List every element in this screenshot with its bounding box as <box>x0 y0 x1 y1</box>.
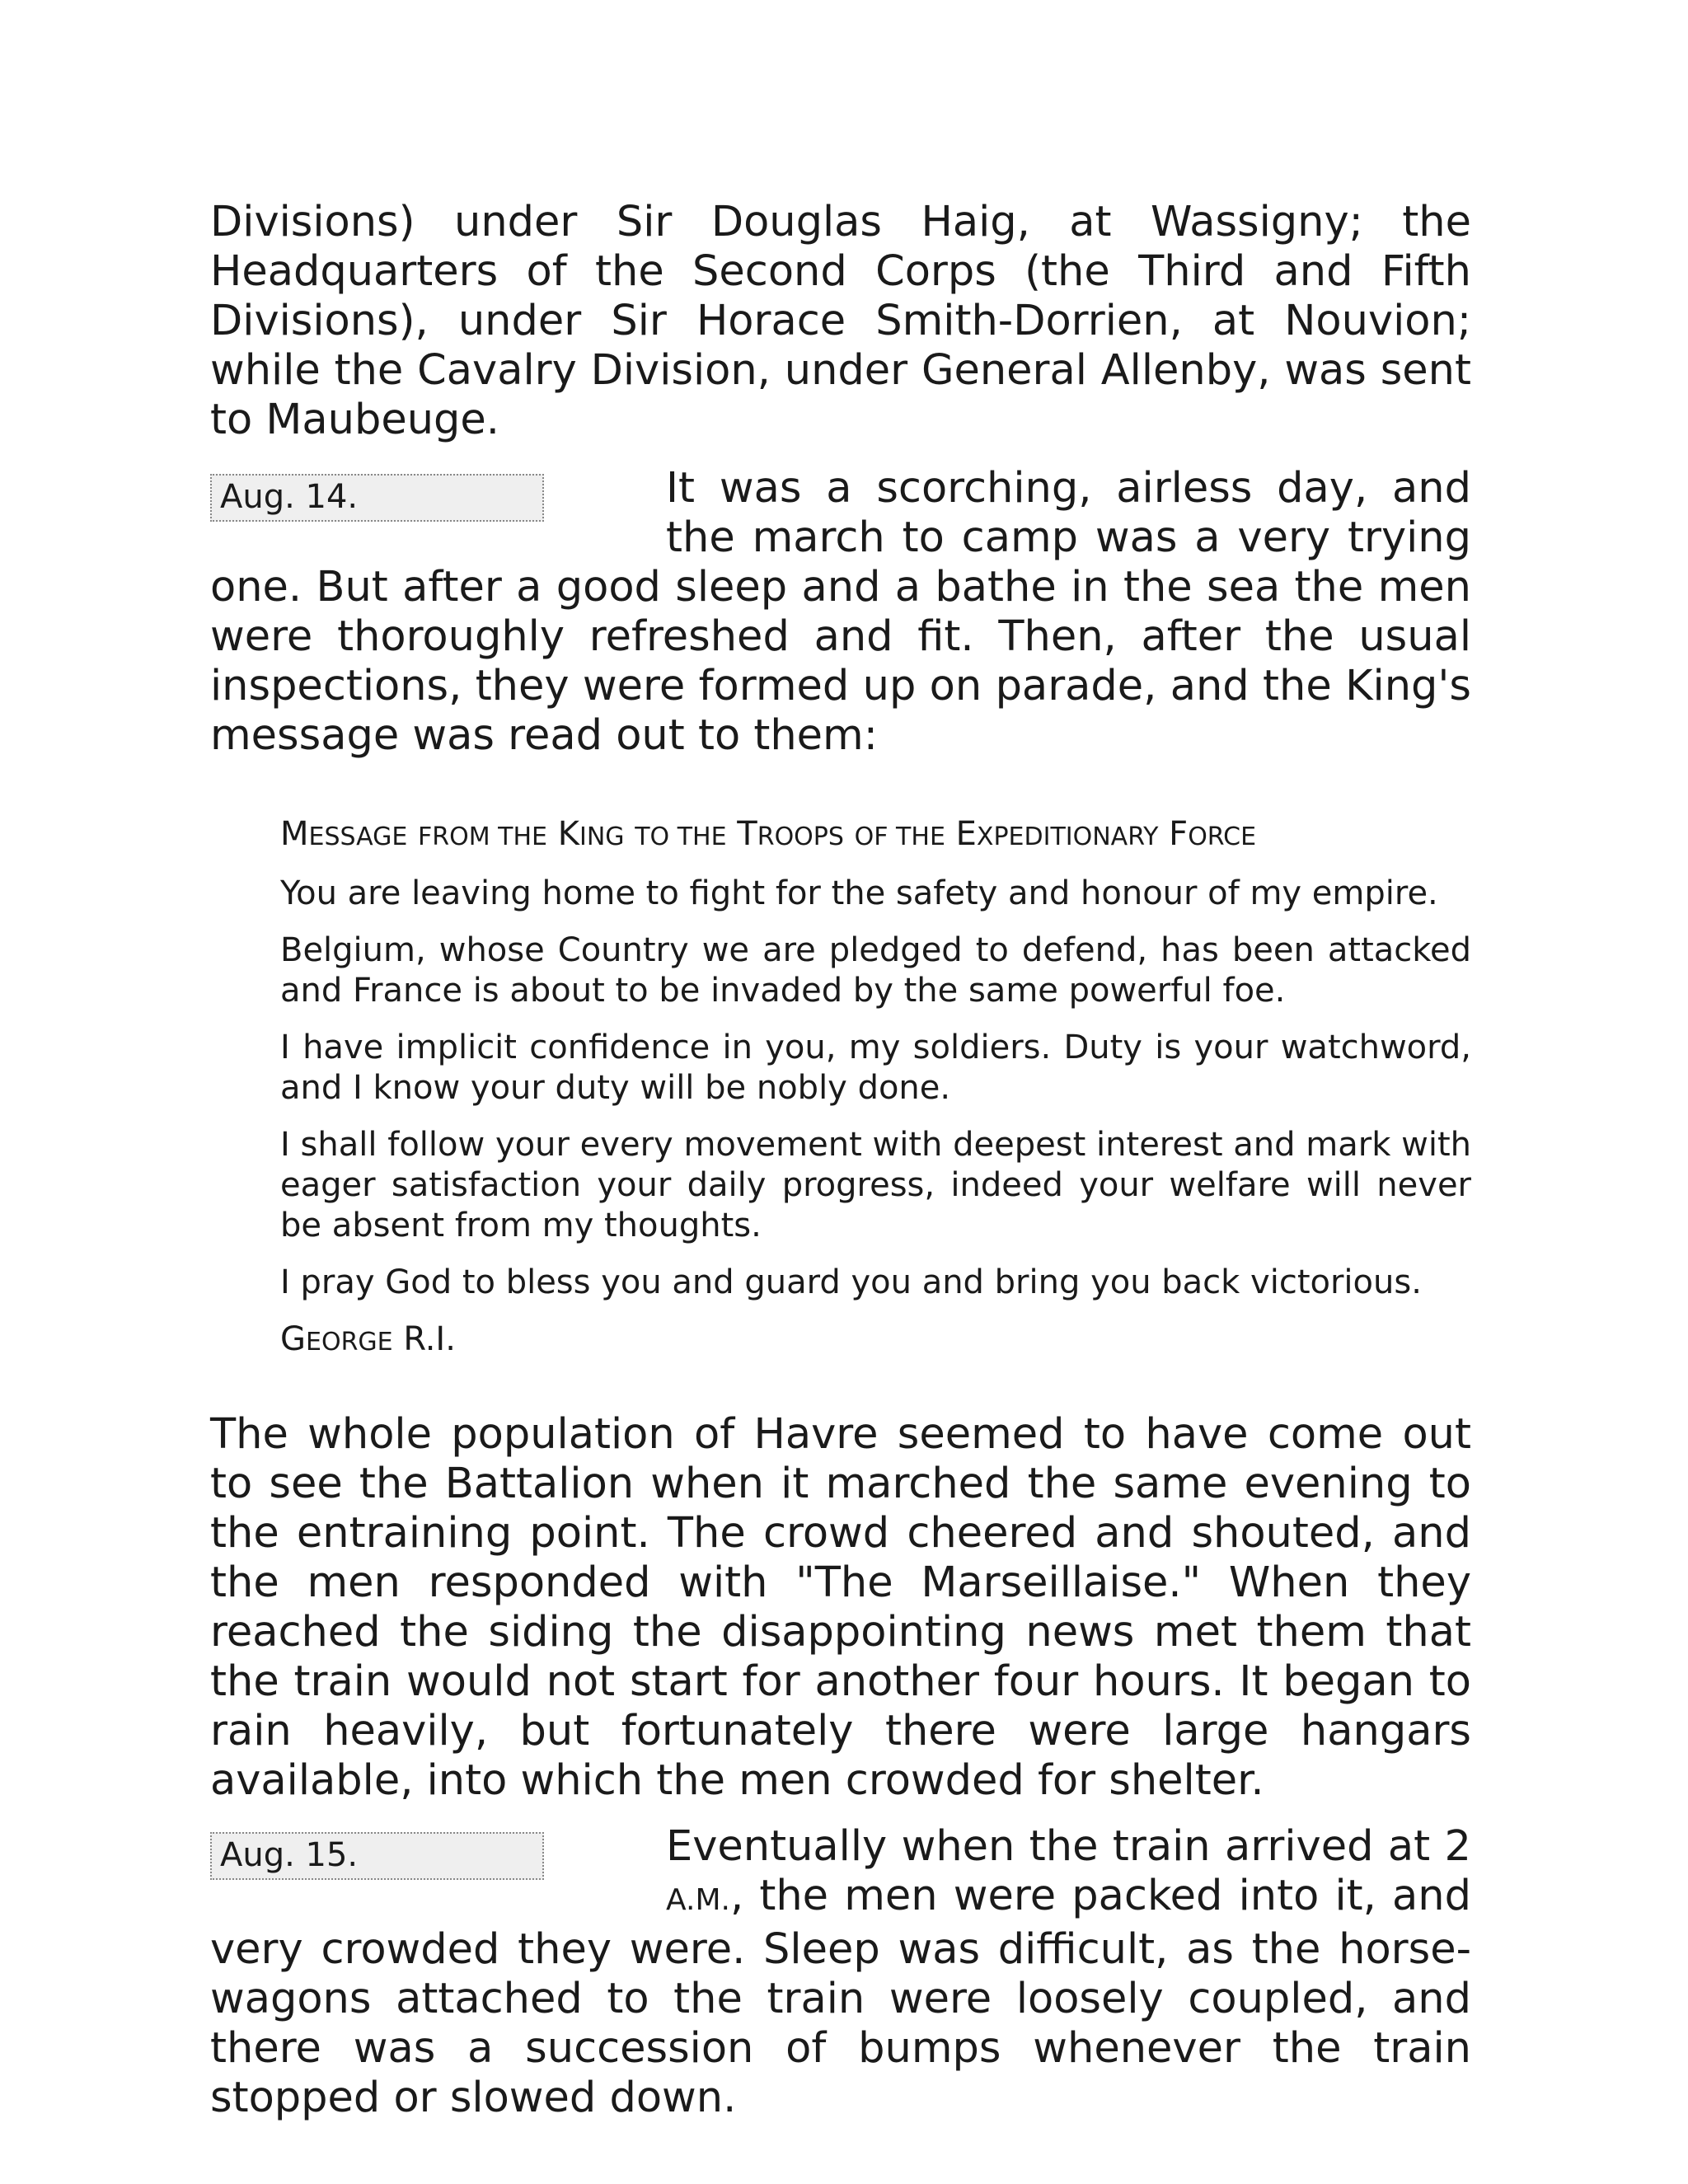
paragraph-divisions: Divisions) under Sir Douglas Haig, at Wassigny; the Headquarters of the Second Corps (the Third and Fifth Divisions), under Sir Horace Smith-Dorrien, at Nouvion; while the Cavalry Division, under General Allenby, was sent to Maubeuge. <box>210 198 1471 444</box>
king-message-line: I have implicit confidence in you, my soldiers. Duty is your watchword, and I know your duty will be nobly done. <box>280 1029 1471 1107</box>
king-message-line: I pray God to bless you and guard you and bring you back victorious. <box>280 1263 1422 1301</box>
paragraph-march-to-camp: It was a scorching, airless day, and the march to camp was a very trying one. But after a good sleep and a bathe in the sea the men were thoroughly refreshed and fit. Then, after the usual inspections, they were formed up on parade, and the King's message was read out to them: <box>210 464 1471 760</box>
king-message-line: You are leaving home to fight for the safety and honour of my empire. <box>280 874 1438 912</box>
document-page <box>210 198 1471 2123</box>
king-message-line: I shall follow your every movement with deepest interest and mark with eager satisfaction your daily progress, indeed your welfare will never be absent from my thoughts. <box>280 1126 1471 1244</box>
king-message-block <box>280 814 1471 1362</box>
sidenote-date-aug-15: Aug. 15. <box>210 1832 544 1880</box>
paragraph-train-arrival: Eventually when the train arrived at 2 A.M., the men were packed into it, and very crowded they were. Sleep was difficult, as the horse-wagons attached to the train were loosely coupled, and there was a succession of bumps whenever the train stopped or slowed down. <box>210 1822 1471 2122</box>
sidenote-date-aug-14: Aug. 14. <box>210 474 544 522</box>
king-message-heading: MESSAGE FROM THE KING TO THE TROOPS OF THE EXPEDITIONARY FORCE <box>280 815 1257 853</box>
king-message-line: Belgium, whose Country we are pledged to defend, has been attacked and France is about to be invaded by the same powerful foe. <box>280 931 1471 1010</box>
paragraph-havre-crowd: The whole population of Havre seemed to have come out to see the Battalion when it marched the same evening to the entraining point. The crowd cheered and shouted, and the men responded with "The Marseillaise." When they reached the siding the disappointing news met them that the train would not start for another four hours. It began to rain heavily, but fortunately there were large hangars available, into which the men crowded for shelter. <box>210 1410 1471 1805</box>
king-message-signature: GEORGE R.I. <box>280 1320 456 1358</box>
